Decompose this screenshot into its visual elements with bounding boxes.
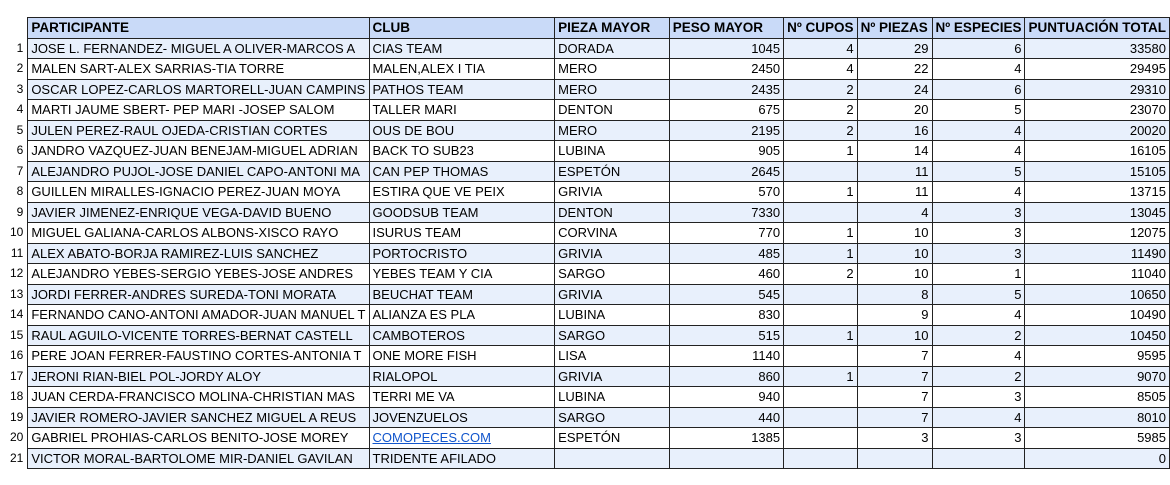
cell-piezas[interactable] bbox=[857, 448, 932, 469]
cell-pieza-mayor[interactable]: MERO bbox=[555, 120, 670, 141]
cell-club[interactable]: GOODSUB TEAM bbox=[369, 202, 555, 223]
cell-puntuacion-total[interactable]: 0 bbox=[1025, 448, 1170, 469]
header-especies[interactable]: Nº ESPECIES bbox=[932, 18, 1025, 39]
cell-club[interactable]: JOVENZUELOS bbox=[369, 407, 555, 428]
table-row bbox=[8, 59, 1170, 80]
cell-participante[interactable]: ALEX ABATO-BORJA RAMIREZ-LUIS SANCHEZ bbox=[28, 243, 369, 264]
cell-participante[interactable]: GABRIEL PROHIAS-CARLOS BENITO-JOSE MOREY bbox=[28, 428, 369, 449]
cell-participante[interactable]: JERONI RIAN-BIEL POL-JORDY ALOY bbox=[28, 366, 369, 387]
cell-club[interactable]: CIAS TEAM bbox=[369, 38, 555, 59]
cell-pieza-mayor[interactable]: DORADA bbox=[555, 38, 670, 59]
cell-cupos[interactable] bbox=[784, 305, 857, 326]
cell-participante[interactable]: JANDRO VAZQUEZ-JUAN BENEJAM-MIGUEL ADRIAN bbox=[28, 141, 369, 162]
cell-club[interactable]: BEUCHAT TEAM bbox=[369, 284, 555, 305]
cell-pieza-mayor[interactable]: ESPETÓN bbox=[555, 161, 670, 182]
header-pieza-mayor[interactable]: PIEZA MAYOR bbox=[555, 18, 670, 39]
cell-cupos[interactable]: 4 bbox=[784, 38, 857, 59]
cell-club[interactable] bbox=[369, 428, 555, 449]
row-number: 20 bbox=[8, 428, 28, 449]
cell-participante[interactable]: VICTOR MORAL-BARTOLOME MIR-DANIEL GAVILAN bbox=[28, 448, 369, 469]
table-row bbox=[8, 223, 1170, 244]
cell-club[interactable]: ESTIRA QUE VE PEIX bbox=[369, 182, 555, 203]
cell-participante[interactable]: OSCAR LOPEZ-CARLOS MARTORELL-JUAN CAMPINS bbox=[28, 79, 369, 100]
cell-puntuacion-total[interactable]: 9595 bbox=[1025, 346, 1170, 367]
header-club[interactable]: CLUB bbox=[369, 18, 555, 39]
cell-cupos[interactable] bbox=[784, 428, 857, 449]
cell-participante[interactable]: JOSE L. FERNANDEZ- MIGUEL A OLIVER-MARCOS A bbox=[28, 38, 369, 59]
cell-pieza-mayor[interactable]: SARGO bbox=[555, 264, 670, 285]
cell-puntuacion-total[interactable]: 10450 bbox=[1025, 325, 1170, 346]
cell-participante[interactable]: JAVIER ROMERO-JAVIER SANCHEZ MIGUEL A REUS bbox=[28, 407, 369, 428]
cell-participante[interactable]: JULEN PEREZ-RAUL OJEDA-CRISTIAN CORTES bbox=[28, 120, 369, 141]
cell-participante[interactable]: MIGUEL GALIANA-CARLOS ALBONS-XISCO RAYO bbox=[28, 223, 369, 244]
cell-cupos[interactable]: 1 bbox=[784, 325, 857, 346]
row-number: 19 bbox=[8, 407, 28, 428]
cell-participante[interactable]: ALEJANDRO PUJOL-JOSE DANIEL CAPO-ANTONI MA bbox=[28, 161, 369, 182]
cell-especies[interactable]: 3 bbox=[932, 243, 1025, 264]
cell-cupos[interactable] bbox=[784, 202, 857, 223]
row-number: 3 bbox=[8, 79, 28, 100]
row-number: 11 bbox=[8, 243, 28, 264]
cell-puntuacion-total[interactable]: 5985 bbox=[1025, 428, 1170, 449]
cell-piezas[interactable]: 7 bbox=[857, 407, 932, 428]
cell-piezas[interactable]: 7 bbox=[857, 387, 932, 408]
cell-peso-mayor[interactable]: 7330 bbox=[669, 202, 783, 223]
row-number: 16 bbox=[8, 346, 28, 367]
cell-peso-mayor[interactable]: 485 bbox=[669, 243, 783, 264]
cell-puntuacion-total[interactable]: 9070 bbox=[1025, 366, 1170, 387]
cell-peso-mayor[interactable]: 570 bbox=[669, 182, 783, 203]
cell-cupos[interactable]: 2 bbox=[784, 79, 857, 100]
row-number: 8 bbox=[8, 182, 28, 203]
cell-especies[interactable]: 1 bbox=[932, 264, 1025, 285]
cell-puntuacion-total[interactable]: 20020 bbox=[1025, 120, 1170, 141]
cell-cupos[interactable]: 1 bbox=[784, 366, 857, 387]
cell-cupos[interactable]: 1 bbox=[784, 223, 857, 244]
header-participante[interactable]: PARTICIPANTE bbox=[28, 18, 369, 39]
cell-puntuacion-total[interactable]: 13045 bbox=[1025, 202, 1170, 223]
cell-pieza-mayor[interactable]: LUBINA bbox=[555, 141, 670, 162]
cell-especies[interactable]: 2 bbox=[932, 325, 1025, 346]
cell-pieza-mayor[interactable]: DENTON bbox=[555, 100, 670, 121]
cell-pieza-mayor[interactable]: GRIVIA bbox=[555, 284, 670, 305]
cell-pieza-mayor[interactable] bbox=[555, 448, 670, 469]
cell-piezas[interactable]: 20 bbox=[857, 100, 932, 121]
cell-cupos[interactable]: 2 bbox=[784, 264, 857, 285]
cell-club[interactable]: CAMBOTEROS bbox=[369, 325, 555, 346]
cell-peso-mayor[interactable]: 940 bbox=[669, 387, 783, 408]
cell-especies[interactable]: 4 bbox=[932, 305, 1025, 326]
cell-club[interactable]: OUS DE BOU bbox=[369, 120, 555, 141]
table-row bbox=[8, 141, 1170, 162]
cell-puntuacion-total[interactable]: 12075 bbox=[1025, 223, 1170, 244]
cell-piezas[interactable]: 9 bbox=[857, 305, 932, 326]
cell-piezas[interactable]: 7 bbox=[857, 366, 932, 387]
table-body bbox=[8, 38, 1170, 469]
cell-cupos[interactable] bbox=[784, 387, 857, 408]
cell-pieza-mayor[interactable]: CORVINA bbox=[555, 223, 670, 244]
table-row bbox=[8, 325, 1170, 346]
table-row bbox=[8, 284, 1170, 305]
cell-peso-mayor[interactable]: 440 bbox=[669, 407, 783, 428]
cell-piezas[interactable]: 3 bbox=[857, 428, 932, 449]
cell-pieza-mayor[interactable]: GRIVIA bbox=[555, 182, 670, 203]
cell-pieza-mayor[interactable]: SARGO bbox=[555, 407, 670, 428]
cell-participante[interactable]: GUILLEN MIRALLES-IGNACIO PEREZ-JUAN MOYA bbox=[28, 182, 369, 203]
cell-puntuacion-total[interactable]: 16105 bbox=[1025, 141, 1170, 162]
cell-cupos[interactable] bbox=[784, 448, 857, 469]
table-row bbox=[8, 100, 1170, 121]
cell-piezas[interactable]: 10 bbox=[857, 243, 932, 264]
cell-club[interactable]: MALEN,ALEX I TIA bbox=[369, 59, 555, 80]
cell-puntuacion-total[interactable]: 8505 bbox=[1025, 387, 1170, 408]
row-number: 9 bbox=[8, 202, 28, 223]
row-number: 14 bbox=[8, 305, 28, 326]
header-peso-mayor[interactable]: PESO MAYOR bbox=[669, 18, 783, 39]
cell-peso-mayor[interactable]: 1385 bbox=[669, 428, 783, 449]
cell-participante[interactable]: FERNANDO CANO-ANTONI AMADOR-JUAN MANUEL T bbox=[28, 305, 369, 326]
table-row bbox=[8, 182, 1170, 203]
cell-especies[interactable]: 4 bbox=[932, 59, 1025, 80]
cell-participante[interactable]: JUAN CERDA-FRANCISCO MOLINA-CHRISTIAN MAS bbox=[28, 387, 369, 408]
cell-participante[interactable]: MALEN SART-ALEX SARRIAS-TIA TORRE bbox=[28, 59, 369, 80]
cell-peso-mayor[interactable]: 830 bbox=[669, 305, 783, 326]
cell-piezas[interactable]: 29 bbox=[857, 38, 932, 59]
header-row bbox=[8, 18, 1170, 39]
cell-puntuacion-total[interactable]: 29310 bbox=[1025, 79, 1170, 100]
cell-peso-mayor[interactable]: 905 bbox=[669, 141, 783, 162]
cell-puntuacion-total[interactable]: 10490 bbox=[1025, 305, 1170, 326]
cell-especies[interactable]: 6 bbox=[932, 79, 1025, 100]
cell-piezas[interactable]: 14 bbox=[857, 141, 932, 162]
table-row bbox=[8, 120, 1170, 141]
row-number: 17 bbox=[8, 366, 28, 387]
cell-participante[interactable]: JORDI FERRER-ANDRES SUREDA-TONI MORATA bbox=[28, 284, 369, 305]
cell-piezas[interactable]: 24 bbox=[857, 79, 932, 100]
cell-peso-mayor[interactable]: 515 bbox=[669, 325, 783, 346]
cell-peso-mayor[interactable]: 1140 bbox=[669, 346, 783, 367]
cell-cupos[interactable] bbox=[784, 346, 857, 367]
row-number: 13 bbox=[8, 284, 28, 305]
cell-cupos[interactable]: 4 bbox=[784, 59, 857, 80]
cell-pieza-mayor[interactable]: DENTON bbox=[555, 202, 670, 223]
cell-peso-mayor[interactable]: 770 bbox=[669, 223, 783, 244]
cell-peso-mayor[interactable]: 2435 bbox=[669, 79, 783, 100]
header-piezas[interactable]: Nº PIEZAS bbox=[857, 18, 932, 39]
cell-club[interactable]: ONE MORE FISH bbox=[369, 346, 555, 367]
row-number: 18 bbox=[8, 387, 28, 408]
cell-especies[interactable]: 5 bbox=[932, 161, 1025, 182]
cell-club[interactable]: RIALOPOL bbox=[369, 366, 555, 387]
cell-puntuacion-total[interactable]: 15105 bbox=[1025, 161, 1170, 182]
cell-club[interactable]: PORTOCRISTO bbox=[369, 243, 555, 264]
cell-peso-mayor[interactable]: 2645 bbox=[669, 161, 783, 182]
table-row bbox=[8, 264, 1170, 285]
table-row bbox=[8, 346, 1170, 367]
cell-peso-mayor[interactable]: 545 bbox=[669, 284, 783, 305]
cell-cupos[interactable] bbox=[784, 161, 857, 182]
cell-puntuacion-total[interactable]: 29495 bbox=[1025, 59, 1170, 80]
cell-pieza-mayor[interactable]: LISA bbox=[555, 346, 670, 367]
cell-especies[interactable]: 5 bbox=[932, 100, 1025, 121]
cell-puntuacion-total[interactable]: 33580 bbox=[1025, 38, 1170, 59]
cell-pieza-mayor[interactable]: ESPETÓN bbox=[555, 428, 670, 449]
cell-cupos[interactable] bbox=[784, 284, 857, 305]
cell-piezas[interactable]: 16 bbox=[857, 120, 932, 141]
cell-cupos[interactable]: 2 bbox=[784, 120, 857, 141]
table-row bbox=[8, 387, 1170, 408]
cell-pieza-mayor[interactable]: SARGO bbox=[555, 325, 670, 346]
cell-especies[interactable]: 4 bbox=[932, 407, 1025, 428]
cell-club[interactable]: BACK TO SUB23 bbox=[369, 141, 555, 162]
cell-piezas[interactable]: 10 bbox=[857, 325, 932, 346]
table-row bbox=[8, 243, 1170, 264]
cell-peso-mayor[interactable] bbox=[669, 448, 783, 469]
cell-club[interactable]: YEBES TEAM Y CIA bbox=[369, 264, 555, 285]
cell-especies[interactable]: 6 bbox=[932, 38, 1025, 59]
cell-especies[interactable]: 4 bbox=[932, 182, 1025, 203]
club-link[interactable]: COMOPECES.COM bbox=[372, 430, 491, 446]
cell-piezas[interactable]: 10 bbox=[857, 223, 932, 244]
cell-club[interactable]: ISURUS TEAM bbox=[369, 223, 555, 244]
cell-especies[interactable]: 3 bbox=[932, 223, 1025, 244]
cell-pieza-mayor[interactable]: GRIVIA bbox=[555, 366, 670, 387]
row-number: 7 bbox=[8, 161, 28, 182]
cell-piezas[interactable]: 7 bbox=[857, 346, 932, 367]
cell-club[interactable]: TRIDENTE AFILADO bbox=[369, 448, 555, 469]
cell-pieza-mayor[interactable]: MERO bbox=[555, 79, 670, 100]
cell-participante[interactable]: ALEJANDRO YEBES-SERGIO YEBES-JOSE ANDRES bbox=[28, 264, 369, 285]
row-number: 12 bbox=[8, 264, 28, 285]
table-row bbox=[8, 79, 1170, 100]
cell-especies[interactable]: 4 bbox=[932, 120, 1025, 141]
cell-puntuacion-total[interactable]: 8010 bbox=[1025, 407, 1170, 428]
cell-peso-mayor[interactable]: 860 bbox=[669, 366, 783, 387]
cell-puntuacion-total[interactable]: 11490 bbox=[1025, 243, 1170, 264]
cell-pieza-mayor[interactable]: LUBINA bbox=[555, 387, 670, 408]
cell-peso-mayor[interactable]: 1045 bbox=[669, 38, 783, 59]
cell-peso-mayor[interactable]: 2195 bbox=[669, 120, 783, 141]
table-row bbox=[8, 305, 1170, 326]
cell-especies[interactable]: 3 bbox=[932, 428, 1025, 449]
table-row bbox=[8, 448, 1170, 469]
table-row bbox=[8, 407, 1170, 428]
table-row bbox=[8, 161, 1170, 182]
cell-peso-mayor[interactable]: 2450 bbox=[669, 59, 783, 80]
row-number: 10 bbox=[8, 223, 28, 244]
cell-club[interactable]: ALIANZA ES PLA bbox=[369, 305, 555, 326]
cell-participante[interactable]: RAUL AGUILO-VICENTE TORRES-BERNAT CASTELL bbox=[28, 325, 369, 346]
cell-especies[interactable]: 3 bbox=[932, 387, 1025, 408]
cell-piezas[interactable]: 4 bbox=[857, 202, 932, 223]
cell-participante[interactable]: PERE JOAN FERRER-FAUSTINO CORTES-ANTONIA T bbox=[28, 346, 369, 367]
cell-puntuacion-total[interactable]: 23070 bbox=[1025, 100, 1170, 121]
row-number-header bbox=[8, 18, 28, 39]
cell-cupos[interactable]: 1 bbox=[784, 243, 857, 264]
results-table bbox=[8, 17, 1170, 469]
table-row bbox=[8, 38, 1170, 59]
row-number: 1 bbox=[8, 38, 28, 59]
cell-especies[interactable]: 4 bbox=[932, 141, 1025, 162]
cell-especies[interactable]: 4 bbox=[932, 346, 1025, 367]
cell-peso-mayor[interactable]: 460 bbox=[669, 264, 783, 285]
table-row bbox=[8, 366, 1170, 387]
row-number: 21 bbox=[8, 448, 28, 469]
cell-cupos[interactable]: 2 bbox=[784, 100, 857, 121]
cell-puntuacion-total[interactable]: 10650 bbox=[1025, 284, 1170, 305]
cell-club[interactable]: TALLER MARI bbox=[369, 100, 555, 121]
cell-piezas[interactable]: 10 bbox=[857, 264, 932, 285]
cell-pieza-mayor[interactable]: LUBINA bbox=[555, 305, 670, 326]
cell-especies[interactable]: 3 bbox=[932, 202, 1025, 223]
row-number: 4 bbox=[8, 100, 28, 121]
cell-puntuacion-total[interactable]: 11040 bbox=[1025, 264, 1170, 285]
cell-cupos[interactable] bbox=[784, 407, 857, 428]
cell-piezas[interactable]: 8 bbox=[857, 284, 932, 305]
cell-cupos[interactable]: 1 bbox=[784, 182, 857, 203]
cell-puntuacion-total[interactable]: 13715 bbox=[1025, 182, 1170, 203]
header-puntuacion-total[interactable]: PUNTUACIÓN TOTAL bbox=[1025, 18, 1170, 39]
cell-piezas[interactable]: 22 bbox=[857, 59, 932, 80]
row-number: 15 bbox=[8, 325, 28, 346]
table-row bbox=[8, 428, 1170, 449]
cell-club[interactable]: CAN PEP THOMAS bbox=[369, 161, 555, 182]
row-number: 2 bbox=[8, 59, 28, 80]
header-cupos[interactable]: Nº CUPOS bbox=[784, 18, 857, 39]
cell-participante[interactable]: MARTI JAUME SBERT- PEP MARI -JOSEP SALOM bbox=[28, 100, 369, 121]
cell-peso-mayor[interactable]: 675 bbox=[669, 100, 783, 121]
cell-piezas[interactable]: 11 bbox=[857, 161, 932, 182]
cell-especies[interactable]: 2 bbox=[932, 366, 1025, 387]
cell-especies[interactable]: 5 bbox=[932, 284, 1025, 305]
cell-pieza-mayor[interactable]: GRIVIA bbox=[555, 243, 670, 264]
cell-especies[interactable] bbox=[932, 448, 1025, 469]
cell-club[interactable]: PATHOS TEAM bbox=[369, 79, 555, 100]
cell-club[interactable]: TERRI ME VA bbox=[369, 387, 555, 408]
cell-cupos[interactable]: 1 bbox=[784, 141, 857, 162]
table-row bbox=[8, 202, 1170, 223]
cell-piezas[interactable]: 11 bbox=[857, 182, 932, 203]
row-number: 5 bbox=[8, 120, 28, 141]
cell-participante[interactable]: JAVIER JIMENEZ-ENRIQUE VEGA-DAVID BUENO bbox=[28, 202, 369, 223]
row-number: 6 bbox=[8, 141, 28, 162]
cell-pieza-mayor[interactable]: MERO bbox=[555, 59, 670, 80]
